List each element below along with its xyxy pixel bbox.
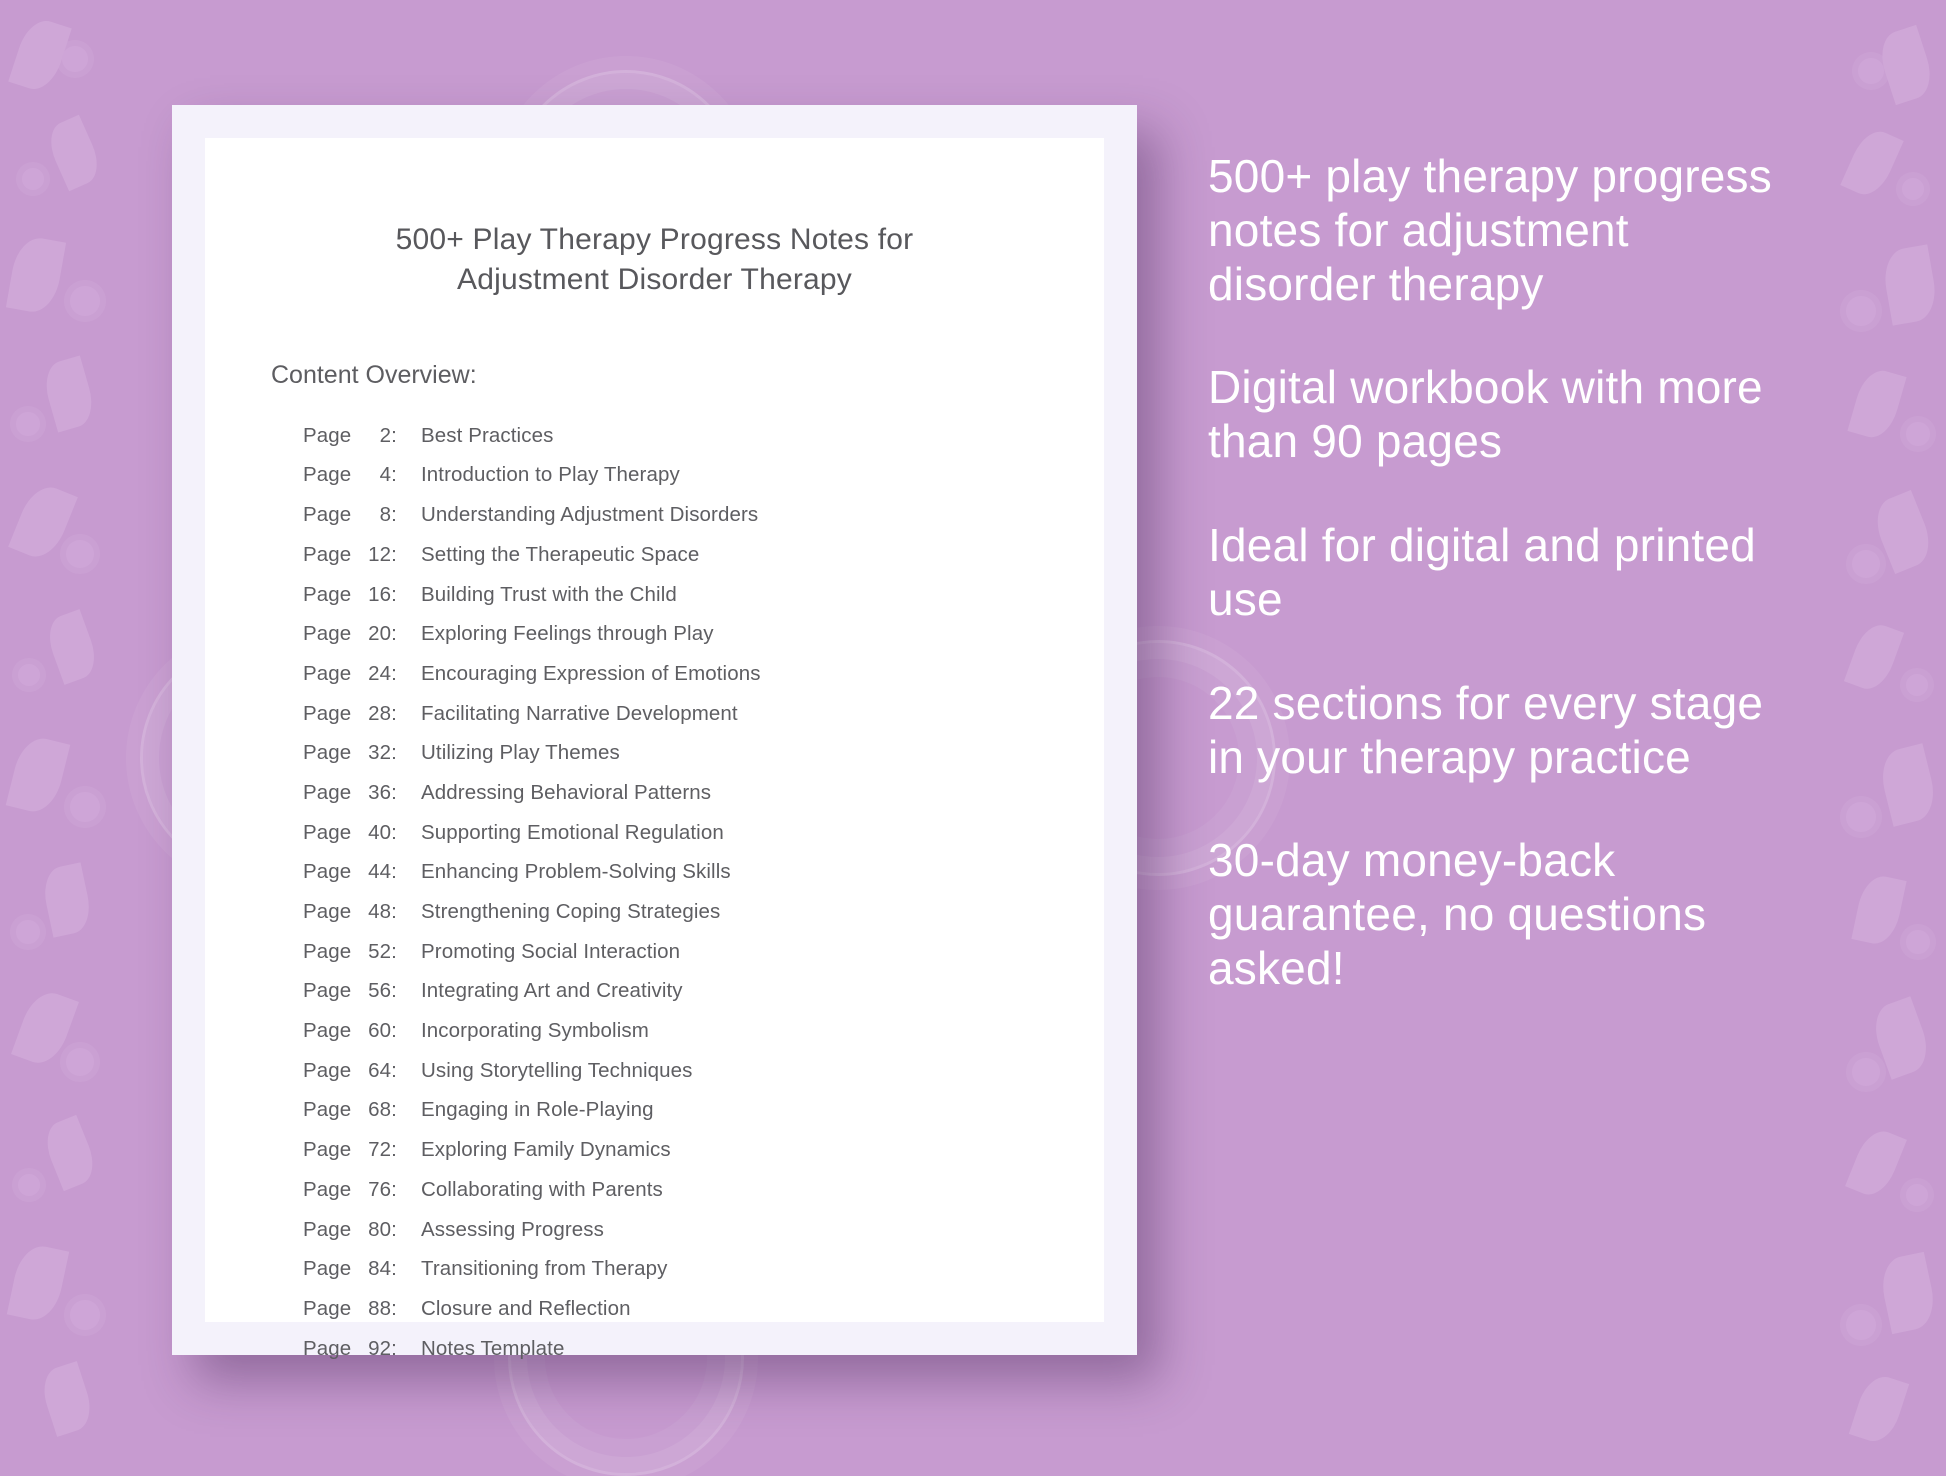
toc-page-label: Page 12: bbox=[303, 542, 397, 566]
toc-row bbox=[303, 813, 1042, 853]
toc-entry-title: Exploring Family Dynamics bbox=[421, 1138, 671, 1162]
toc-row bbox=[303, 1170, 1042, 1210]
toc-page-label: Page 32: bbox=[303, 741, 397, 765]
page-title: 500+ Play Therapy Progress Notes for Adjustment Disorder Therapy bbox=[395, 223, 914, 296]
toc-row bbox=[303, 496, 1042, 536]
toc-page-label: Page 60: bbox=[303, 1019, 397, 1043]
marketing-copy bbox=[1208, 150, 1808, 996]
toc-entry-title: Building Trust with the Child bbox=[421, 582, 677, 606]
toc-row bbox=[303, 734, 1042, 774]
toc-row bbox=[303, 892, 1042, 932]
toc-page-label: Page 40: bbox=[303, 820, 397, 844]
toc-entry-title: Promoting Social Interaction bbox=[421, 939, 681, 963]
toc-row bbox=[303, 535, 1042, 575]
toc-row bbox=[303, 932, 1042, 972]
toc-entry-title: Utilizing Play Themes bbox=[421, 741, 620, 765]
toc-page-label: Page 44: bbox=[303, 860, 397, 884]
toc-page-label: Page 24: bbox=[303, 661, 397, 685]
marketing-paragraph: 22 sections for every stage in your therapy practice bbox=[1208, 676, 1764, 783]
toc-page-label: Page 52: bbox=[303, 939, 397, 963]
toc-entry-title: Incorporating Symbolism bbox=[421, 1019, 649, 1043]
toc-page-label: Page 92: bbox=[303, 1336, 397, 1360]
toc-row bbox=[303, 575, 1042, 615]
book-mockup bbox=[172, 105, 1137, 1360]
toc-row bbox=[303, 1012, 1042, 1052]
toc-page-label: Page 28: bbox=[303, 701, 397, 725]
toc-row bbox=[303, 456, 1042, 496]
toc-page-label: Page 20: bbox=[303, 622, 397, 646]
marketing-paragraph: Digital workbook with more than 90 pages bbox=[1208, 361, 1763, 468]
toc-row bbox=[303, 416, 1042, 456]
toc-entry-title: Supporting Emotional Regulation bbox=[421, 820, 724, 844]
toc-entry-title: Closure and Reflection bbox=[421, 1296, 631, 1320]
toc-entry-title: Best Practices bbox=[421, 423, 554, 447]
toc-row bbox=[303, 773, 1042, 813]
toc-page-label: Page 84: bbox=[303, 1257, 397, 1281]
floral-border-right bbox=[1816, 0, 1946, 1460]
toc-row bbox=[303, 1091, 1042, 1131]
toc-entry-title: Strengthening Coping Strategies bbox=[421, 900, 721, 924]
document-page bbox=[205, 138, 1104, 1360]
toc-page-label: Page 68: bbox=[303, 1098, 397, 1122]
toc-entry-title: Transitioning from Therapy bbox=[421, 1257, 668, 1281]
toc-row bbox=[303, 1210, 1042, 1250]
toc-page-label: Page 72: bbox=[303, 1138, 397, 1162]
toc-row bbox=[303, 1250, 1042, 1290]
toc-page-label: Page 48: bbox=[303, 900, 397, 924]
toc-page-label: Page 8: bbox=[303, 503, 397, 527]
toc-row bbox=[303, 853, 1042, 893]
toc-page-label: Page 64: bbox=[303, 1058, 397, 1082]
toc-row bbox=[303, 1329, 1042, 1369]
toc-entry-title: Enhancing Problem-Solving Skills bbox=[421, 860, 731, 884]
toc-page-label: Page 80: bbox=[303, 1217, 397, 1241]
toc-entry-title: Engaging in Role-Playing bbox=[421, 1098, 654, 1122]
toc-page-label: Page 16: bbox=[303, 582, 397, 606]
toc-page-label: Page 88: bbox=[303, 1296, 397, 1320]
toc-page-label: Page 36: bbox=[303, 780, 397, 804]
table-of-contents bbox=[303, 416, 1042, 1369]
toc-page-label: Page 4: bbox=[303, 463, 397, 487]
toc-row bbox=[303, 1051, 1042, 1091]
toc-entry-title: Introduction to Play Therapy bbox=[421, 463, 680, 487]
toc-row bbox=[303, 972, 1042, 1012]
marketing-paragraph: 500+ play therapy progress notes for adjustment disorder therapy bbox=[1208, 150, 1772, 310]
toc-entry-title: Setting the Therapeutic Space bbox=[421, 542, 700, 566]
toc-row bbox=[303, 654, 1042, 694]
toc-entry-title: Understanding Adjustment Disorders bbox=[421, 503, 759, 527]
toc-entry-title: Collaborating with Parents bbox=[421, 1177, 663, 1201]
content-overview-label: Content Overview: bbox=[271, 361, 477, 390]
toc-row bbox=[303, 1131, 1042, 1171]
toc-entry-title: Using Storytelling Techniques bbox=[421, 1058, 693, 1082]
toc-row bbox=[303, 1289, 1042, 1329]
toc-row bbox=[303, 615, 1042, 655]
toc-row bbox=[303, 694, 1042, 734]
toc-page-label: Page 76: bbox=[303, 1177, 397, 1201]
toc-entry-title: Integrating Art and Creativity bbox=[421, 979, 683, 1003]
toc-page-label: Page 2: bbox=[303, 423, 397, 447]
marketing-paragraph: Ideal for digital and printed use bbox=[1208, 519, 1756, 625]
toc-entry-title: Exploring Feelings through Play bbox=[421, 622, 714, 646]
toc-entry-title: Facilitating Narrative Development bbox=[421, 701, 738, 725]
toc-entry-title: Assessing Progress bbox=[421, 1217, 604, 1241]
toc-entry-title: Addressing Behavioral Patterns bbox=[421, 780, 712, 804]
toc-page-label: Page 56: bbox=[303, 979, 397, 1003]
floral-border-left bbox=[0, 0, 130, 1460]
marketing-paragraph: 30-day money-back guarantee, no questions asked! bbox=[1208, 834, 1707, 994]
toc-entry-title: Notes Template bbox=[421, 1336, 565, 1360]
toc-entry-title: Encouraging Expression of Emotions bbox=[421, 661, 761, 685]
